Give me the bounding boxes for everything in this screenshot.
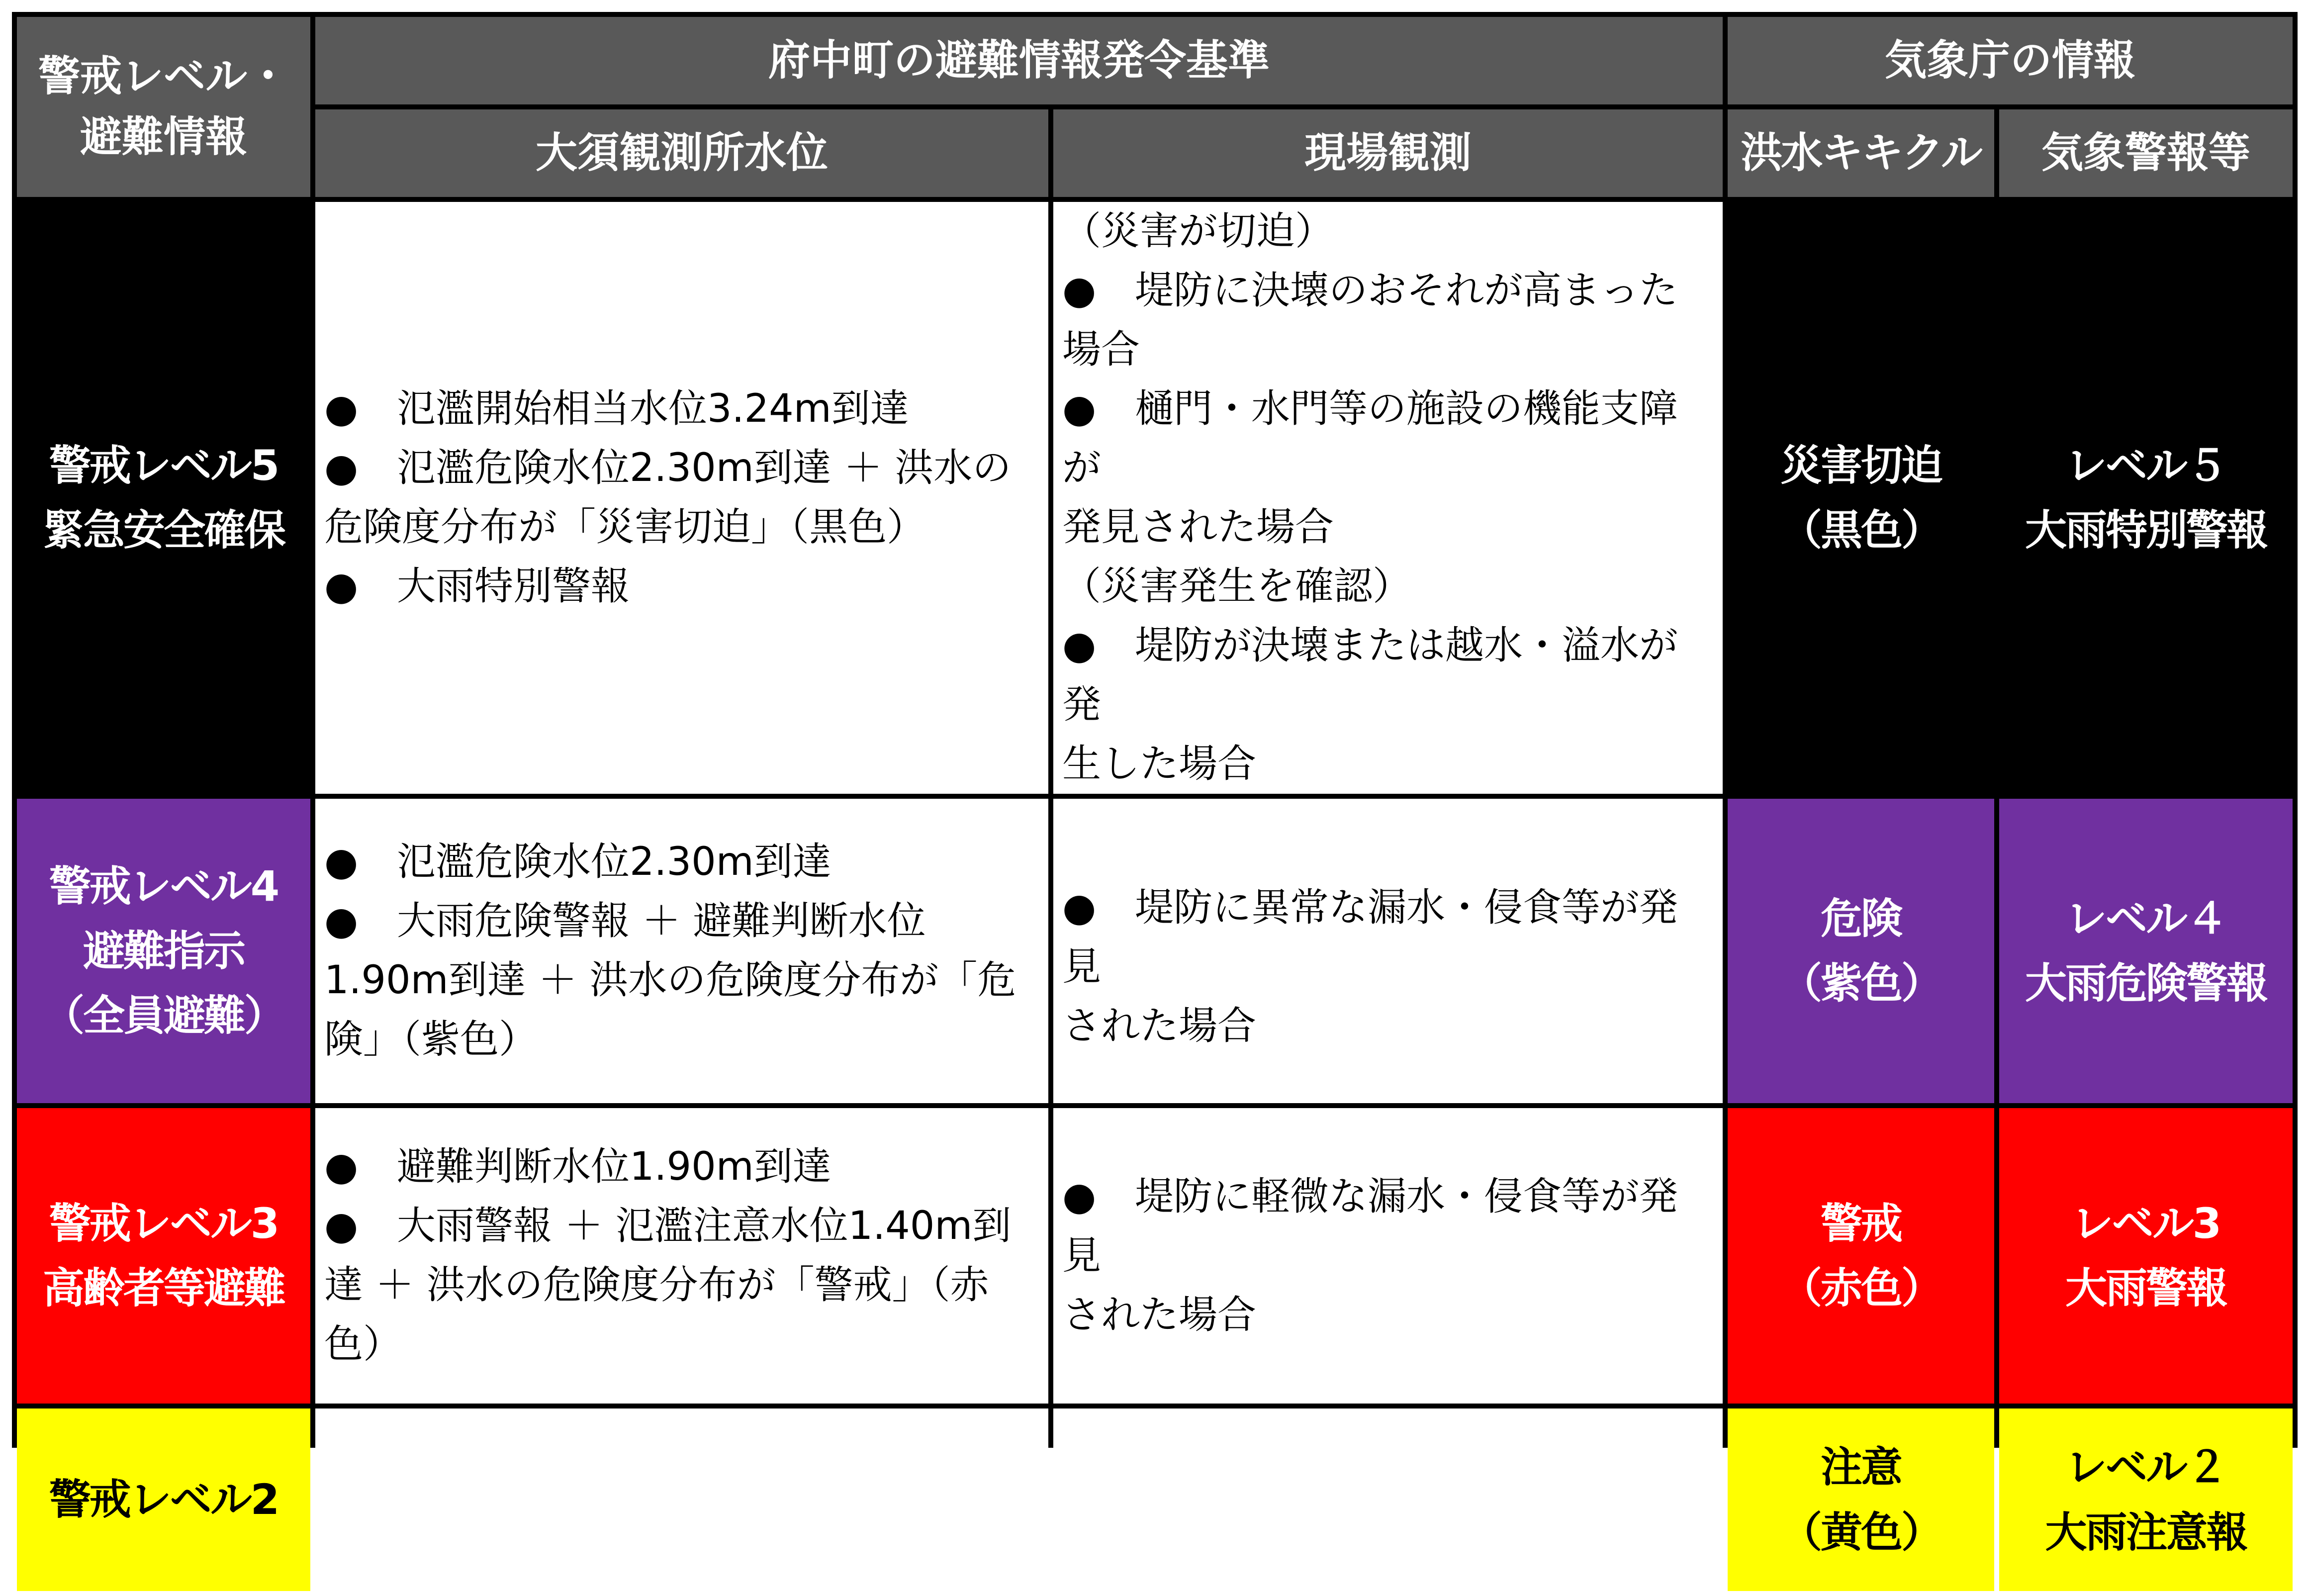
level-3-field-line-2: された場合 [1062, 1292, 1257, 1337]
header-level-line-2: 避難情報 [80, 112, 247, 161]
level-5-water-line-4: ● 大雨特別警報 [324, 564, 630, 609]
level-4-kikikuru-line-1: 危険 [1821, 894, 1902, 943]
level-2-warning-line-1: レベル２ [2065, 1443, 2227, 1492]
level-5-water-level-criteria [315, 202, 1048, 794]
level-5-water-line-3: 危険度分布が「災害切迫」（黒色） [324, 505, 926, 550]
evacuation-criteria-table [12, 12, 2298, 1596]
level-4-label [17, 799, 310, 1103]
table-row-level-3 [17, 1108, 2293, 1404]
level-5-kikikuru-line-1: 災害切迫 [1780, 441, 1942, 490]
level-4-weather-warning [1999, 799, 2293, 1103]
table-row-level-4 [17, 799, 2293, 1103]
level-4-label-line-3: （全員避難） [42, 991, 284, 1040]
level-2-kikikuru [1728, 1408, 1994, 1591]
level-3-weather-warning [1999, 1108, 2293, 1404]
level-3-warning-line-2: 大雨警報 [2065, 1264, 2227, 1313]
level-4-water-line-4: 険」（紫色） [324, 1017, 538, 1062]
level-5-label-line-2: 緊急安全確保 [42, 506, 284, 555]
table-row-level-5 [17, 202, 2293, 794]
level-2-field-observation [1053, 1408, 1723, 1591]
level-2-weather-warning [1999, 1408, 2293, 1591]
level-5-field-line-5: （災害発生を確認） [1062, 564, 1412, 609]
level-3-water-level-criteria [315, 1108, 1048, 1404]
level-3-field-observation [1053, 1108, 1723, 1404]
level-3-label-line-1: 警戒レベル3 [49, 1199, 278, 1248]
level-4-label-line-1: 警戒レベル4 [49, 861, 278, 911]
level-5-field-line-7: 生した場合 [1062, 742, 1257, 786]
header-field-observation: 現場観測 [1053, 109, 1723, 197]
level-4-kikikuru-line-2: （紫色） [1780, 959, 1942, 1008]
level-5-label [17, 202, 310, 794]
level-3-water-line-2: ● 大雨警報 ＋ 氾濫注意水位1.40m到 [324, 1204, 1012, 1248]
level-4-field-line-2: された場合 [1062, 1004, 1257, 1048]
level-3-label-line-2: 高齢者等避難 [42, 1264, 284, 1313]
level-3-water-line-4: 色） [324, 1322, 402, 1367]
level-5-warning-line-2: 大雨特別警報 [2025, 506, 2267, 555]
level-5-field-line-4: 発見された場合 [1062, 505, 1334, 550]
header-weather-warnings: 気象警報等 [1999, 109, 2293, 197]
level-5-kikikuru [1728, 202, 1994, 794]
level-3-kikikuru-line-2: （赤色） [1780, 1264, 1942, 1313]
header-flood-kikikuru: 洪水キキクル [1728, 109, 1994, 197]
level-4-warning-line-2: 大雨危険警報 [2025, 959, 2267, 1008]
level-3-kikikuru [1728, 1108, 1994, 1404]
level-3-field-line-1: ● 堤防に軽微な漏水・侵食等が発見 [1062, 1174, 1678, 1278]
level-2-warning-line-2: 大雨注意報 [2045, 1507, 2247, 1557]
level-2-kikikuru-line-2: （黄色） [1780, 1507, 1942, 1557]
header-level-column [17, 17, 310, 197]
level-5-field-line-6: ● 堤防が決壊または越水・溢水が発 [1062, 623, 1678, 727]
level-4-label-line-2: 避難指示 [83, 926, 244, 975]
evacuation-criteria-table-frame [12, 12, 2298, 1557]
level-4-water-level-criteria [315, 799, 1048, 1103]
level-5-water-line-1: ● 氾濫開始相当水位3.24m到達 [324, 386, 909, 431]
level-5-kikikuru-line-2: （黒色） [1780, 506, 1942, 555]
header-level-line-1: 警戒レベル・ [38, 52, 289, 101]
level-5-warning-line-1: レベル５ [2065, 441, 2227, 490]
level-2-label-line-1: 警戒レベル2 [49, 1475, 278, 1524]
header-jma-info: 気象庁の情報 [1728, 17, 2293, 104]
level-5-water-line-2: ● 氾濫危険水位2.30m到達 ＋ 洪水の [324, 446, 1012, 490]
level-4-water-line-3: 1.90m到達 ＋ 洪水の危険度分布が「危 [324, 958, 1016, 1003]
level-5-label-line-1: 警戒レベル5 [49, 441, 278, 490]
level-4-water-line-2: ● 大雨危険警報 ＋ 避難判断水位 [324, 899, 926, 943]
level-3-water-line-3: 達 ＋ 洪水の危険度分布が「警戒」（赤 [324, 1263, 989, 1308]
level-4-field-line-1: ● 堤防に異常な漏水・侵食等が発見 [1062, 885, 1678, 989]
level-3-kikikuru-line-1: 警戒 [1821, 1199, 1902, 1248]
header-town-criteria: 府中町の避難情報発令基準 [315, 17, 1723, 104]
level-5-field-observation [1053, 202, 1723, 794]
level-4-kikikuru [1728, 799, 1994, 1103]
level-3-warning-line-1: レベル3 [2071, 1199, 2220, 1248]
level-5-field-line-1: （災害が切迫） [1062, 209, 1334, 254]
level-2-kikikuru-line-1: 注意 [1821, 1443, 1902, 1492]
level-4-field-observation [1053, 799, 1723, 1103]
table-row-level-2 [17, 1408, 2293, 1591]
level-2-label [17, 1408, 310, 1591]
level-5-weather-warning [1999, 202, 2293, 794]
header-water-level: 大須観測所水位 [315, 109, 1048, 197]
level-3-water-line-1: ● 避難判断水位1.90m到達 [324, 1144, 831, 1189]
level-4-warning-line-1: レベル４ [2065, 894, 2227, 943]
level-4-water-line-1: ● 氾濫危険水位2.30m到達 [324, 840, 831, 884]
level-2-water-level-criteria [315, 1408, 1048, 1591]
level-3-label [17, 1108, 310, 1404]
level-5-field-line-2: ● 堤防に決壊のおそれが高まった場合 [1062, 268, 1678, 372]
level-5-field-line-3: ● 樋門・水門等の施設の機能支障が [1062, 386, 1678, 490]
